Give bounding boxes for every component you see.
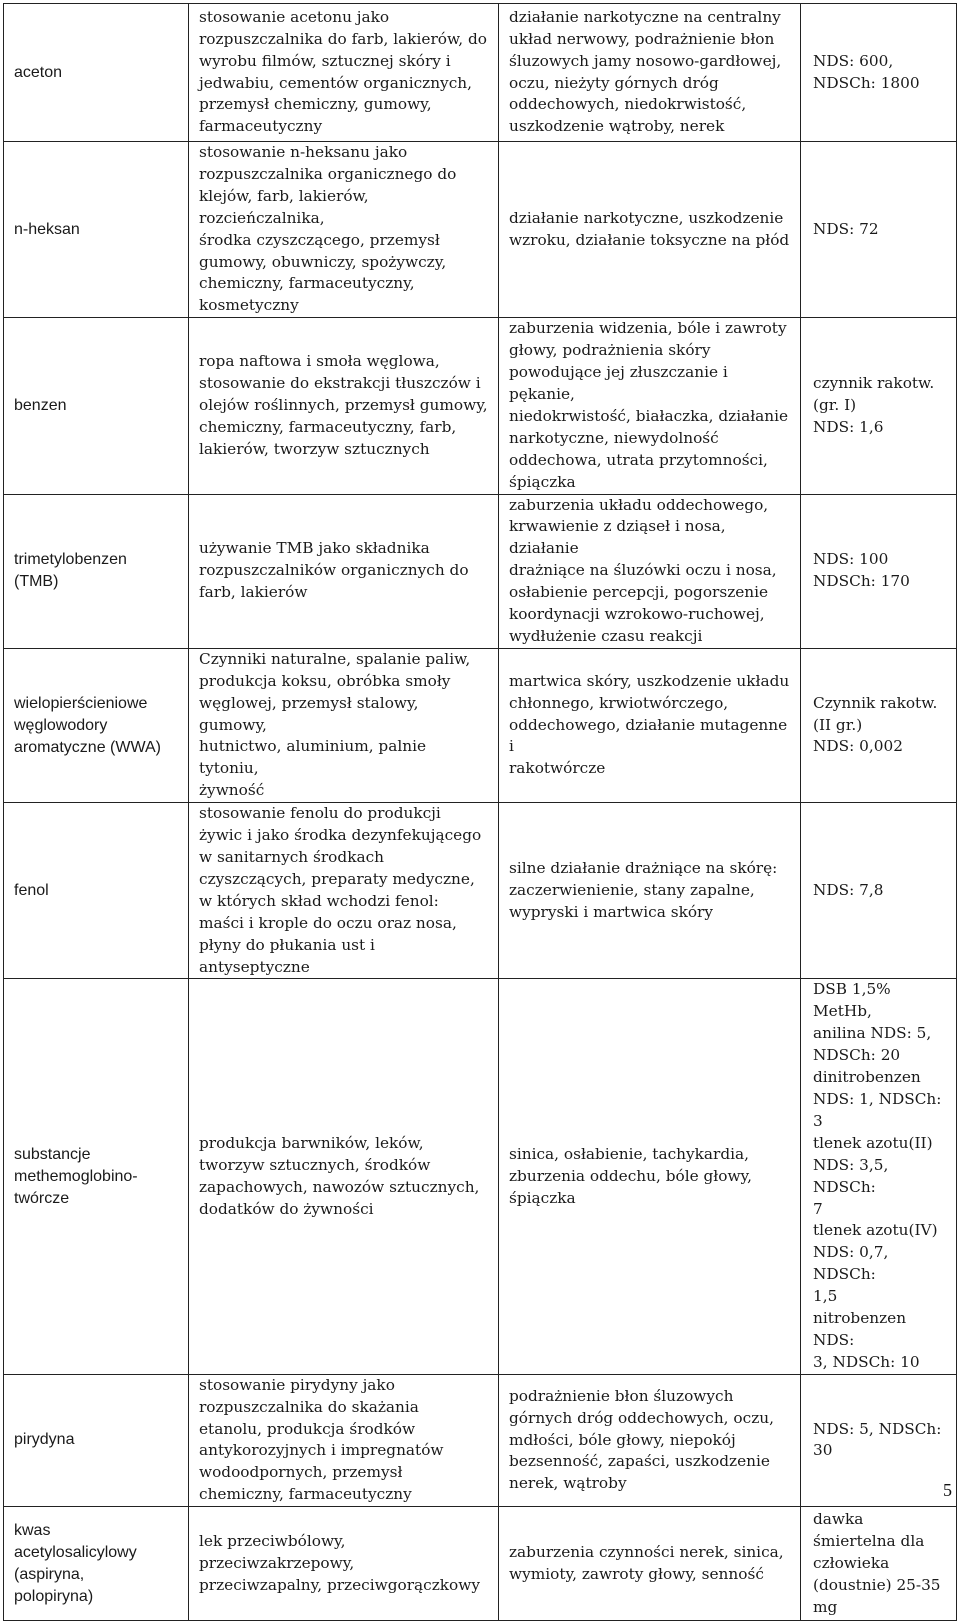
substance-name: benzen <box>14 396 67 414</box>
substance-name: kwas acetylosalicylowy (aspiryna, polopiryna) <box>14 1521 137 1605</box>
effects-cell <box>499 648 801 802</box>
limits-text: DSB 1,5% MetHb, anilina NDS: 5, NDSCh: 20 dinitrobenzen NDS: 1, NDSCh: 3 tlenek azotu(II) NDS: 3,5, NDSCh: 7 tlenek azotu(IV) NDS: 0,7, NDSCh: 1,5 nitrobenzen NDS: 3, NDSCh: 10 <box>813 980 942 1371</box>
table-row <box>4 1374 957 1506</box>
usage-cell <box>189 494 499 648</box>
effects-text: działanie narkotyczne, uszkodzenie wzroku, działanie toksyczne na płód <box>509 208 790 249</box>
substance-name-cell <box>4 979 189 1374</box>
substance-name: fenol <box>14 881 49 899</box>
effects-cell <box>499 4 801 142</box>
substance-name-cell <box>4 494 189 648</box>
usage-cell <box>189 979 499 1374</box>
substance-name: aceton <box>14 63 63 81</box>
usage-text: produkcja barwników, leków, tworzyw sztucznych, środków zapachowych, nawozów sztucznych, dodatków do żywności <box>199 1133 480 1218</box>
usage-text: stosowanie n-heksanu jako rozpuszczalnika organicznego do klejów, farb, lakierów, rozcieńczalnika, środka czyszczącego, przemysł gumowy, obuwniczy, spożywczy, chemiczny, farmaceutyczny, kosmetyczny <box>199 143 457 315</box>
effects-text: sinica, osłabienie, tachykardia, zburzenia oddechu, bóle głowy, śpiączka <box>509 1144 753 1207</box>
substance-name-cell <box>4 1374 189 1506</box>
limits-cell <box>801 979 957 1374</box>
effects-cell <box>499 1507 801 1621</box>
effects-text: zaburzenia widzenia, bóle i zawroty głowy, podrażnienia skóry powodujące jej złuszczanie i pękanie, niedokrwistość, białaczka, działanie narkotyczne, niewydolność oddechowa, utrata przytomności, śpiączka <box>509 319 789 491</box>
effects-text: podrażnienie błon śluzowych górnych dróg oddechowych, oczu, mdłości, bóle głowy, niepokój bezsenność, zapaści, uszkodzenie nerek, wątroby <box>509 1386 774 1493</box>
limits-text: NDS: 5, NDSCh: 30 <box>813 1419 942 1460</box>
usage-cell <box>189 142 499 318</box>
usage-cell <box>189 1507 499 1621</box>
limits-text: NDS: 100 NDSCh: 170 <box>813 550 910 591</box>
limits-cell <box>801 142 957 318</box>
table-row <box>4 142 957 318</box>
table-row <box>4 648 957 802</box>
usage-text: stosowanie acetonu jako rozpuszczalnika do farb, lakierów, do wyrobu filmów, sztucznej skóry i jedwabiu, cementów organicznych, przemysł chemiczny, gumowy, farmaceutyczny <box>199 7 487 136</box>
usage-text: ropa naftowa i smoła węglowa, stosowanie do ekstrakcji tłuszczów i olejów roślinnych, przemysł gumowy, chemiczny, farmaceutyczny, farb, lakierów, tworzyw sztucznych <box>199 352 488 458</box>
limits-cell <box>801 1374 957 1506</box>
effects-cell <box>499 318 801 494</box>
effects-cell <box>499 142 801 318</box>
usage-cell <box>189 4 499 142</box>
substance-name: pirydyna <box>14 1431 75 1449</box>
limits-text: Czynnik rakotw. (II gr.) NDS: 0,002 <box>813 693 938 756</box>
substance-name: substancje methemoglobino- twórcze <box>14 1145 138 1207</box>
usage-text: Czynniki naturalne, spalanie paliw, produkcja koksu, obróbka smoły węglowej, przemysł stalowy, gumowy, hutnictwo, aluminium, palnie tytoniu, żywność <box>199 649 471 800</box>
limits-cell <box>801 494 957 648</box>
substance-name: wielopierścieniowe węglowodory aromatyczne (WWA) <box>14 694 161 756</box>
substance-name-cell <box>4 648 189 802</box>
effects-text: silne działanie drażniące na skórę: zaczerwienienie, stany zapalne, wypryski i martwica skóry <box>509 858 778 921</box>
usage-cell <box>189 318 499 494</box>
substance-name-cell <box>4 803 189 979</box>
effects-cell <box>499 979 801 1374</box>
substance-name: n-heksan <box>14 220 80 238</box>
effects-cell <box>499 1374 801 1506</box>
effects-text: działanie narkotyczne na centralny układ nerwowy, podrażnienie błon śluzowych jamy nosowo-gardłowej, oczu, nieżyty górnych dróg oddechowych, niedokrwistość, uszkodzenie wątroby, nerek <box>509 7 782 136</box>
table-row <box>4 979 957 1374</box>
substance-name-cell <box>4 4 189 142</box>
limits-cell <box>801 318 957 494</box>
limits-cell <box>801 1507 957 1621</box>
limits-text: dawka śmiertelna dla człowieka (doustnie) 25-35 mg <box>813 1509 941 1616</box>
substance-name-cell <box>4 142 189 318</box>
effects-cell <box>499 803 801 979</box>
substance-name: trimetylobenzen (TMB) <box>14 551 127 591</box>
limits-cell <box>801 803 957 979</box>
limits-cell <box>801 648 957 802</box>
substance-name-cell <box>4 1507 189 1621</box>
effects-text: zaburzenia czynności nerek, sinica, wymioty, zawroty głowy, senność <box>509 1542 784 1583</box>
usage-cell <box>189 1374 499 1506</box>
page-number: 5 <box>943 1480 952 1500</box>
usage-text: stosowanie fenolu do produkcji żywic i jako środka dezynfekującego w sanitarnych środkach czyszczących, preparaty medyczne, w których skład wchodzi fenol: maści i krople do oczu oraz nosa, płyny do płukania ust i antyseptyczne <box>199 804 482 976</box>
table-row <box>4 494 957 648</box>
usage-text: lek przeciwbólowy, przeciwzakrzepowy, przeciwzapalny, przeciwgorączkowy <box>199 1531 480 1594</box>
table-row <box>4 1507 957 1621</box>
usage-text: stosowanie pirydyny jako rozpuszczalnika do skażania etanolu, produkcja środków antykorozyjnych i impregnatów wodoodpornych, przemysł chemiczny, farmaceutyczny <box>199 1375 444 1504</box>
usage-cell <box>189 803 499 979</box>
effects-text: zaburzenia układu oddechowego, krwawienie z dziąseł i nosa, działanie drażniące na śluzówki oczu i nosa, osłabienie percepcji, pogorszenie koordynacji wzrokowo-ruchowej, wydłużenie czasu reakcji <box>509 495 777 645</box>
limits-text: NDS: 600, NDSCh: 1800 <box>813 51 920 92</box>
limits-text: NDS: 72 <box>813 219 879 238</box>
table-row <box>4 4 957 142</box>
effects-text: martwica skóry, uszkodzenie układu chłonnego, krwiotwórczego, oddechowego, działanie mutagenne i rakotwórcze <box>509 671 790 778</box>
limits-cell <box>801 4 957 142</box>
effects-cell <box>499 494 801 648</box>
limits-text: NDS: 7,8 <box>813 880 884 899</box>
limits-text: czynnik rakotw. (gr. I) NDS: 1,6 <box>813 374 935 436</box>
substance-name-cell <box>4 318 189 494</box>
substances-table <box>3 3 957 1621</box>
usage-cell <box>189 648 499 802</box>
table-row <box>4 318 957 494</box>
table-row <box>4 803 957 979</box>
usage-text: używanie TMB jako składnika rozpuszczalników organicznych do farb, lakierów <box>199 539 469 602</box>
